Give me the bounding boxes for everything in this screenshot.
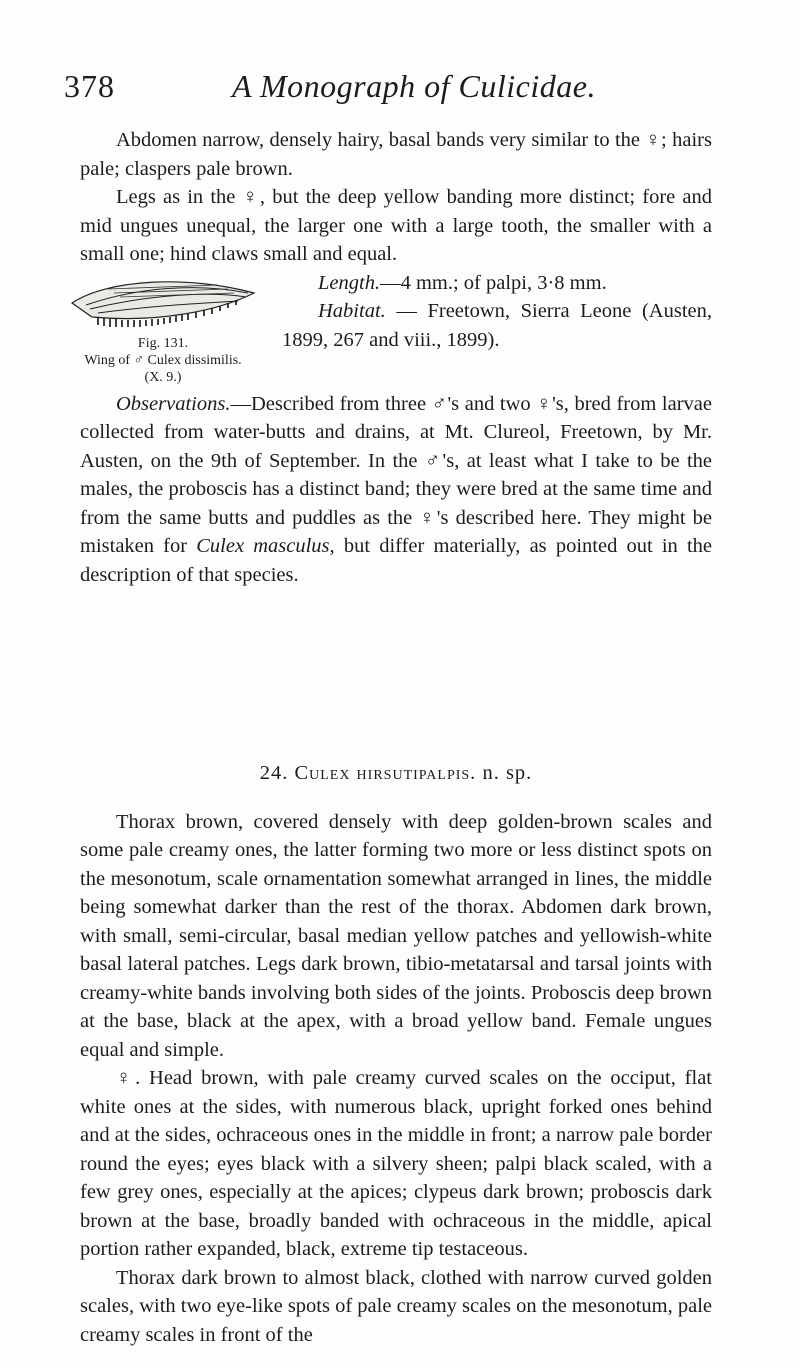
page-header xyxy=(64,68,764,108)
species-suffix: n. sp. xyxy=(482,762,533,784)
length-label: Length. xyxy=(318,271,381,294)
figure-131 xyxy=(52,269,274,386)
page-number: 378 xyxy=(64,68,115,104)
thorax-paragraph: Thorax dark brown to almost black, clothed with narrow curved golden scales, with two eye-like spots of pale creamy scales on the mesonotum, pale creamy scales in front of the xyxy=(80,1266,712,1346)
length-text: —4 mm.; of palpi, 3·8 mm. xyxy=(380,271,607,294)
legs-text: Legs as in the ♀, but the deep yellow banding more distinct; fore and mid ungues unequal, the larger one with a large tooth, the smaller with a small one; hind claws small and equal. xyxy=(80,186,712,265)
figure-magnification: (X. 9.) xyxy=(144,369,182,385)
female-paragraph: ♀. Head brown, with pale creamy curved scales on the occiput, flat white ones at the sides, with numerous black, upright forked ones behind and at the sides, ochraceous ones in the middle in front; a narrow pale border round the eyes; eyes black with a silvery sheen; palpi black scaled, with a few grey ones, especially at the apices; clypeus dark brown; proboscis dark brown at the base, broadly banded with ochraceous in the middle, apical portion rather expanded, black, extreme tip testaceous. xyxy=(80,1067,712,1260)
observations-text: —Described from three ♂'s and two ♀'s, bred from larvae collected from water-butts and drains, at Mt. Clureol, Freetown, by Mr. Austen, on the 9th of September. In the ♂'s, at least what I take to be the males, the proboscis has a distinct band; they were bred at the same time and from the same butts and puddles as the ♀'s described here. They might be mistaken for xyxy=(80,392,712,557)
habitat-text: — Freetown, Sierra Leone (Austen, 1899, 267 and viii., 1899). xyxy=(282,300,712,351)
abdomen-paragraph: Abdomen narrow, densely hairy, basal bands very similar to the ♀; hairs pale; claspers pale brown. xyxy=(80,129,712,180)
observations-end: , but differ materially, as pointed out in the description of that species. xyxy=(80,535,712,586)
observations-species: Culex masculus xyxy=(196,535,330,557)
habitat-label: Habitat. xyxy=(318,300,386,322)
species-heading xyxy=(80,759,712,788)
observations-label: Observations. xyxy=(116,392,231,415)
legs-paragraph xyxy=(80,183,712,269)
species-number: 24. xyxy=(259,762,289,784)
text-block-species xyxy=(80,727,712,1349)
species-name: Culex hirsutipalpis. xyxy=(294,762,477,784)
description-paragraph: Thorax brown, covered densely with deep golden-brown scales and some pale creamy ones, the latter forming two more or less distinct spots on the mesonotum, scale ornamentation somewhat arranged in lines, the middle being somewhat darker than the rest of the thorax. Abdomen dark brown, with small, semi-circular, basal median yellow patches and yellowish-white basal lateral patches. Legs dark brown, tibio-metatarsal and tarsal joints with creamy-white bands involving both sides of the joints. Proboscis deep brown at the base, black at the apex, with a broad yellow band. Female ungues equal and simple. xyxy=(80,810,712,1061)
observations-paragraph xyxy=(80,390,712,590)
running-title: A Monograph of Culicidae. xyxy=(232,68,596,104)
figure-caption: Wing of ♂ Culex dissimilis. xyxy=(84,352,242,368)
wing-icon xyxy=(68,273,258,329)
figure-label: Fig. 131. xyxy=(137,335,189,351)
text-block-top xyxy=(80,126,712,589)
